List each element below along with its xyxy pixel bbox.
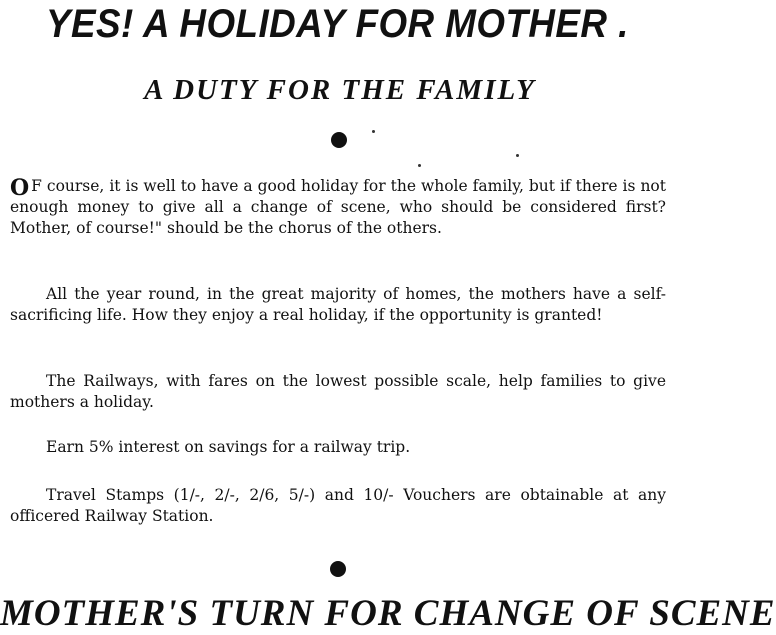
print-speck xyxy=(516,154,519,157)
paragraph-stamps: Travel Stamps (1/-, 2/-, 2/6, 5/-) and 10/- Vouchers are obtainable at any officered Railway Station. xyxy=(10,486,666,525)
subheadline: A DUTY FOR THE FAMILY xyxy=(144,74,536,106)
paragraph-interest: Earn 5% interest on savings for a railway trip. xyxy=(46,438,411,456)
print-speck xyxy=(418,164,421,167)
bullet-ornament xyxy=(330,561,346,577)
headline: YES! A HOLIDAY FOR MOTHER . xyxy=(46,2,629,46)
drop-cap: O xyxy=(10,175,30,201)
print-speck xyxy=(372,130,375,133)
paragraph-railways: The Railways, with fares on the lowest possible scale, help families to give mothers a holiday. xyxy=(10,372,666,411)
bottom-headline: MOTHER'S TURN FOR CHANGE OF SCENE xyxy=(0,593,776,634)
paragraph-intro xyxy=(10,176,666,239)
bullet-ornament xyxy=(331,132,347,148)
paragraph-mothers: All the year round, in the great majority of homes, the mothers have a self-sacrificing life. How they enjoy a real holiday, if the opportunity is granted! xyxy=(10,285,666,324)
paragraph-intro-text: F course, it is well to have a good holiday for the whole family, but if there is not enough money to give all a change of scene, who should be considered first? Mother, of course!" should be the chorus of the others. xyxy=(10,177,666,237)
